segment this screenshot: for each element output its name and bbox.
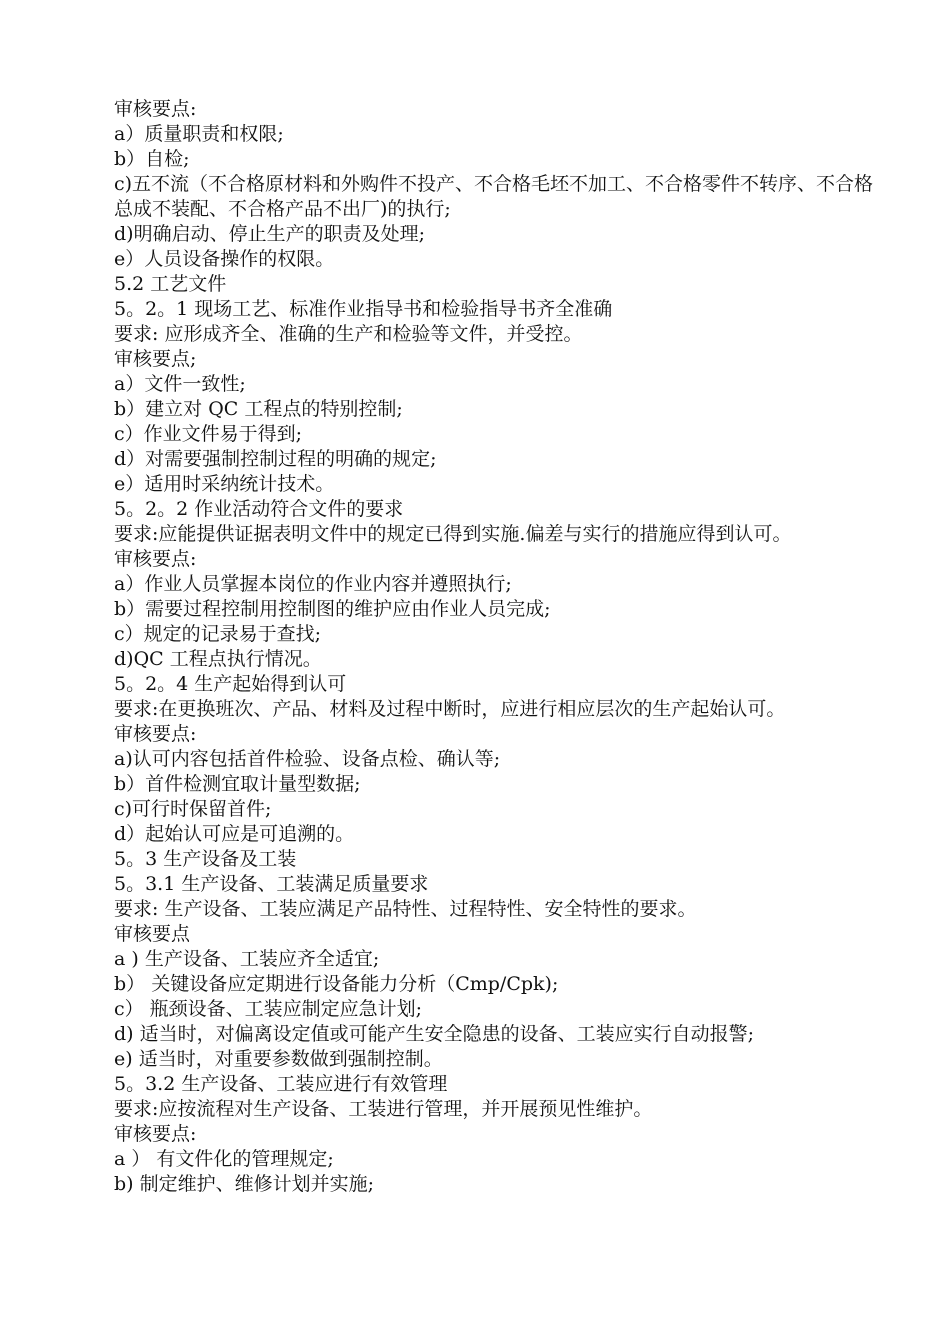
requirement-text: 要求: 应形成齐全、准确的生产和检验等文件，并受控。 [114, 323, 583, 345]
list-item: a）作业人员掌握本岗位的作业内容并遵照执行; [114, 573, 512, 595]
subsection-heading: 5。2。1 现场工艺、标准作业指导书和检验指导书齐全准确 [114, 298, 613, 320]
requirement-text: 要求:应能提供证据表明文件中的规定已得到实施.偏差与实行的措施应得到认可。 [114, 523, 792, 545]
list-item: d）对需要强制控制过程的明确的规定; [114, 448, 437, 470]
audit-points-heading: 审核要点: [114, 1123, 197, 1145]
list-item: b）首件检测宜取计量型数据; [114, 773, 361, 795]
list-item: b） 关键设备应定期进行设备能力分析（Cmp/Cpk); [114, 973, 559, 995]
list-item: c）作业文件易于得到; [114, 423, 303, 445]
list-item: c)五不流（不合格原材料和外购件不投产、不合格毛坯不加工、不合格零件不转序、不合格总成不装配、不合格产品不出厂)的执行; [114, 173, 874, 220]
list-item: a ) 生产设备、工装应齐全适宜; [114, 948, 380, 970]
requirement-text: 要求:在更换班次、产品、材料及过程中断时，应进行相应层次的生产起始认可。 [114, 698, 786, 720]
audit-points-heading: 审核要点: [114, 98, 197, 120]
audit-points-heading: 审核要点: [114, 723, 197, 745]
list-item: b) 制定维护、维修计划并实施; [114, 1173, 375, 1195]
list-item: c）规定的记录易于查找; [114, 623, 322, 645]
list-item: d)QC 工程点执行情况。 [114, 648, 322, 670]
list-item: b）需要过程控制用控制图的维护应由作业人员完成; [114, 598, 551, 620]
list-item: c)可行时保留首件; [114, 798, 272, 820]
list-item: a）文件一致性; [114, 373, 246, 395]
list-item: c） 瓶颈设备、工装应制定应急计划; [114, 998, 423, 1020]
section-heading: 5。3 生产设备及工装 [114, 848, 297, 870]
requirement-text: 要求: 生产设备、工装应满足产品特性、过程特性、安全特性的要求。 [114, 898, 697, 920]
list-item: a ） 有文件化的管理规定; [114, 1148, 334, 1170]
list-item: b）建立对 QC 工程点的特别控制; [114, 398, 403, 420]
audit-points-heading: 审核要点; [114, 348, 197, 370]
list-item: a)认可内容包括首件检验、设备点检、确认等; [114, 748, 501, 770]
list-item: d)明确启动、停止生产的职责及处理; [114, 223, 425, 245]
list-item: d）起始认可应是可追溯的。 [114, 823, 355, 845]
audit-points-heading: 审核要点 [114, 923, 191, 945]
list-item: b）自检; [114, 148, 190, 170]
subsection-heading: 5。2。4 生产起始得到认可 [114, 673, 347, 695]
subsection-heading: 5。3.2 生产设备、工装应进行有效管理 [114, 1073, 448, 1095]
section-heading: 5.2 工艺文件 [114, 273, 227, 295]
audit-points-heading: 审核要点: [114, 548, 197, 570]
subsection-heading: 5。2。2 作业活动符合文件的要求 [114, 498, 404, 520]
requirement-text: 要求:应按流程对生产设备、工装进行管理，并开展预见性维护。 [114, 1098, 653, 1120]
list-item: e）适用时采纳统计技术。 [114, 473, 335, 495]
list-item: a）质量职责和权限; [114, 123, 284, 145]
list-item: e) 适当时，对重要参数做到强制控制。 [114, 1048, 443, 1070]
document-body [114, 97, 874, 1197]
list-item: e）人员设备操作的权限。 [114, 248, 335, 270]
list-item: d) 适当时，对偏离设定值或可能产生安全隐患的设备、工装应实行自动报警; [114, 1023, 755, 1045]
subsection-heading: 5。3.1 生产设备、工装满足质量要求 [114, 873, 429, 895]
